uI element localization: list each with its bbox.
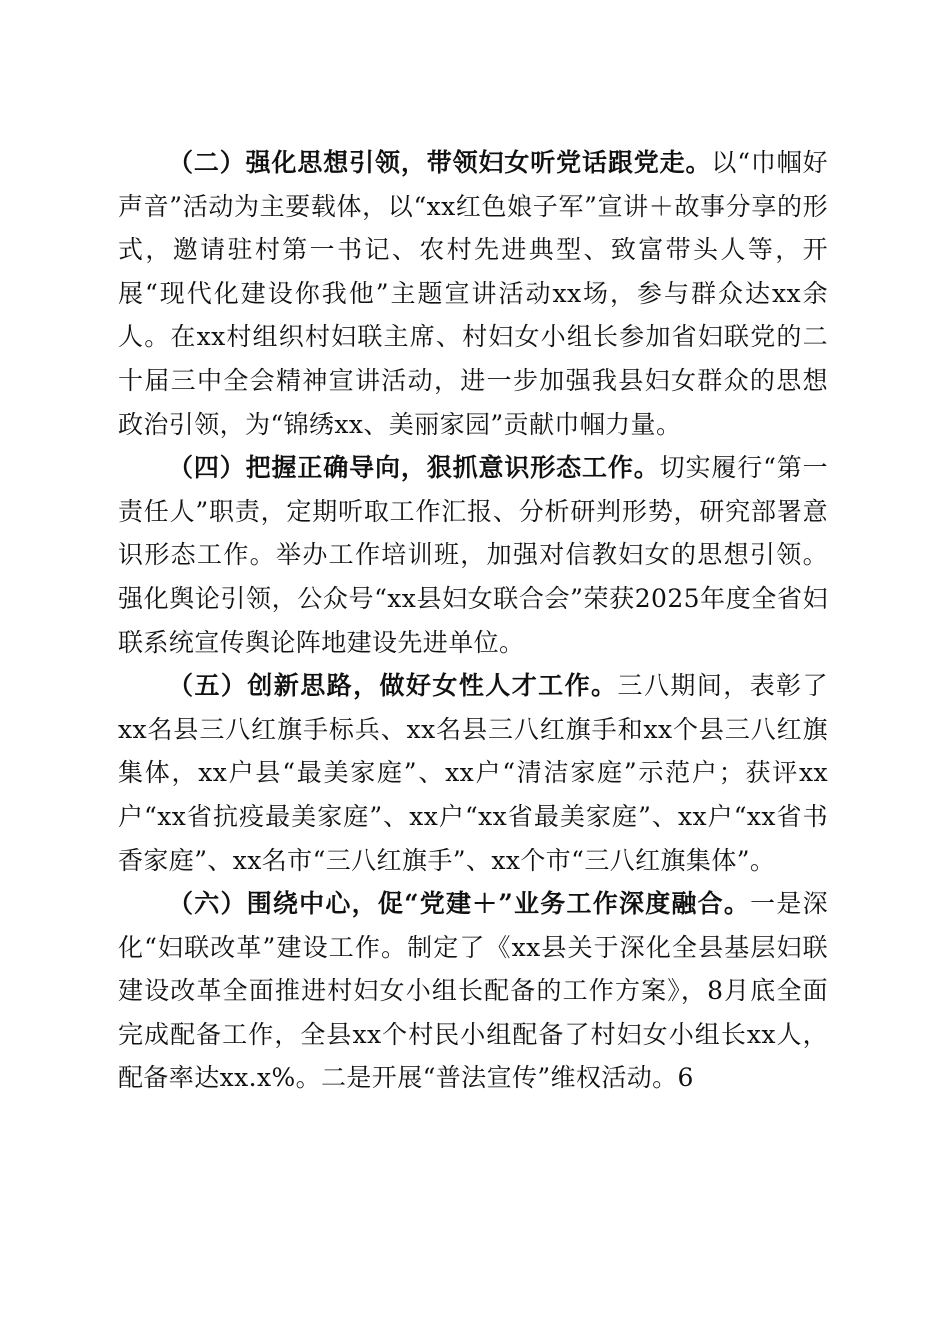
paragraph-heading: （二）强化思想引领，带领妇女听党话跟党走。 bbox=[168, 148, 712, 177]
paragraph-ideology-work bbox=[118, 446, 828, 664]
paragraph-text: 一是深化“妇联改革”建设工作。制定了《xx县关于深化全县基层妇联建设改革全面推进村妇女小组长配备的工作方案》，8月底全面完成配备工作，全县xx个村民小组配备了村妇女小组长xx人，配备率达xx.x%。二是开展“普法宣传”维权活动。6 bbox=[118, 889, 828, 1093]
paragraph-party-building bbox=[118, 882, 828, 1100]
paragraph-heading: （五）创新思路，做好女性人才工作。 bbox=[168, 671, 618, 701]
paragraph-heading: （四）把握正确导向，狠抓意识形态工作。 bbox=[168, 453, 660, 483]
paragraph-heading: （六）围绕中心，促“党建＋”业务工作深度融合。 bbox=[168, 889, 751, 919]
paragraph-text: 切实履行“第一责任人”职责，定期听取工作汇报、分析研判形势，研究部署意识形态工作。举办工作培训班，加强对信教妇女的思想引领。强化舆论引领，公众号“xx县妇女联合会”荣获2025年度全省妇联系统宣传舆论阵地建设先进单位。 bbox=[118, 453, 828, 657]
paragraph-text: 三八期间，表彰了xx名县三八红旗手标兵、xx名县三八红旗手和xx个县三八红旗集体，xx户县“最美家庭”、xx户“清洁家庭”示范户；获评xx户“xx省抗疫最美家庭”、xx户“xx省最美家庭”、xx户“xx省书香家庭”、xx名市“三八红旗手”、xx个市“三八红旗集体”。 bbox=[118, 671, 828, 875]
document-body bbox=[118, 141, 828, 1100]
paragraph-female-talent bbox=[118, 664, 828, 882]
paragraph-ideological-guidance bbox=[118, 141, 828, 446]
paragraph-text: 以“巾帼好声音”活动为主要载体，以“xx红色娘子军”宣讲＋故事分享的形式，邀请驻村第一书记、农村先进典型、致富带头人等，开展“现代化建设你我他”主题宣讲活动xx场，参与群众达xx余人。在xx村组织村妇联主席、村妇女小组长参加省妇联党的二十届三中全会精神宣讲活动，进一步加强我县妇女群众的思想政治引领，为“锦绣xx、美丽家园”贡献巾帼力量。 bbox=[118, 148, 828, 439]
